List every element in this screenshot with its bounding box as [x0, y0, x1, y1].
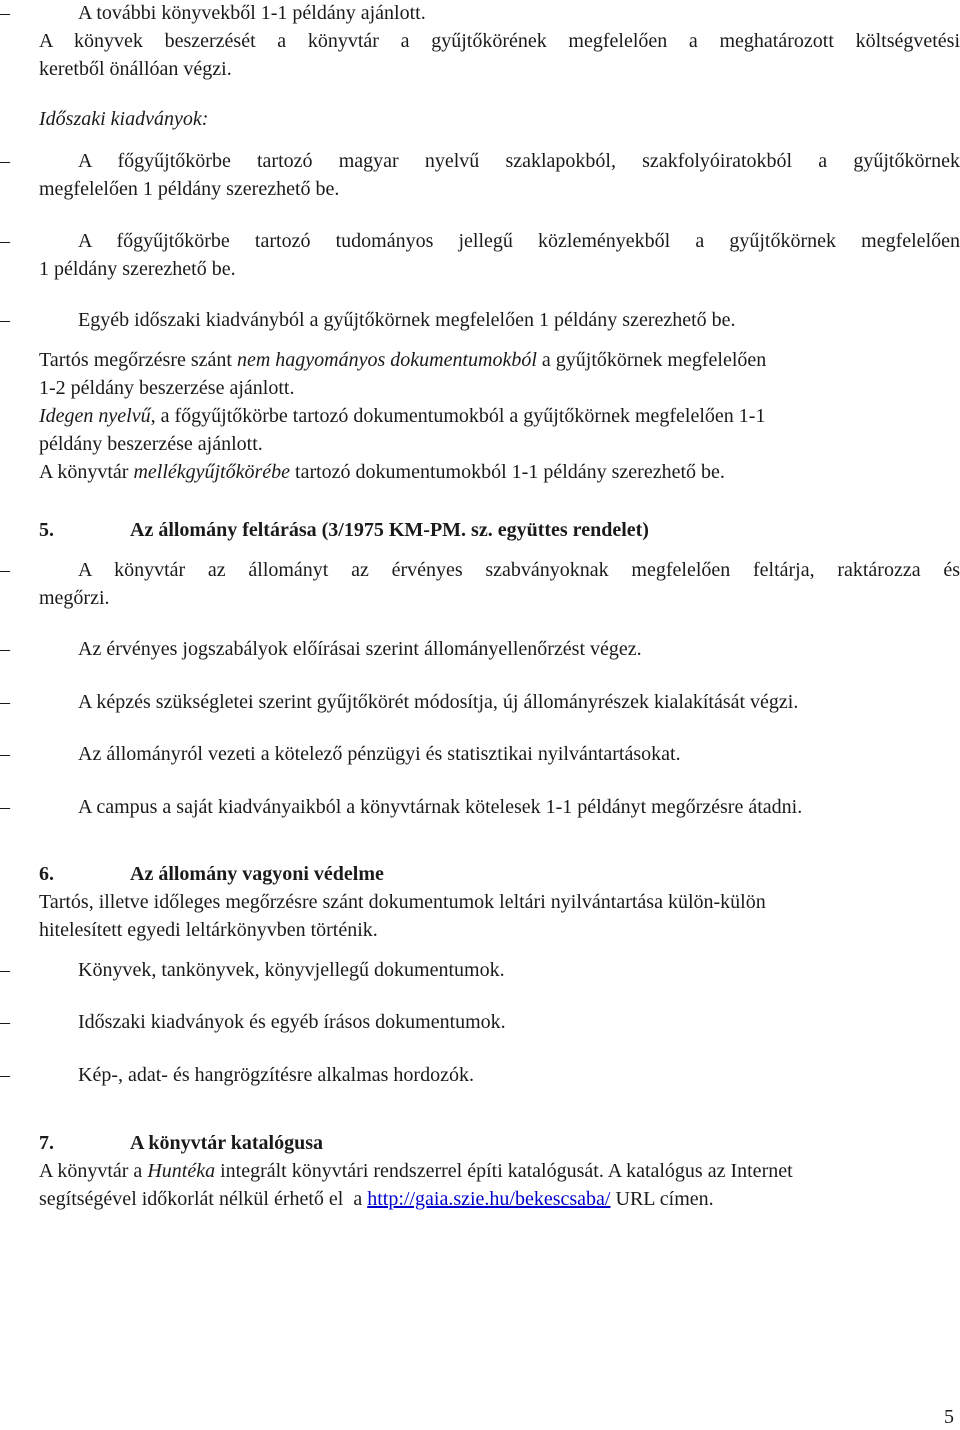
list-dash: –: [0, 559, 10, 581]
paragraph-line: hitelesített egyedi leltárkönyvben történik.: [39, 919, 378, 941]
list-dash: –: [0, 1064, 10, 1086]
list-item: A képzés szükségletei szerint gyűjtőkörét módosítja, új állományrészek kialakítását végzi.: [78, 691, 799, 713]
list-item: A további könyvekből 1-1 példány ajánlott.: [78, 2, 426, 24]
list-item: A campus a saját kiadványaikból a könyvtárnak kötelesek 1-1 példányt megőrzésre átadni.: [78, 796, 803, 818]
paragraph-line: [39, 403, 765, 429]
text-run: segítségével időkorlát nélkül érhető el a: [39, 1188, 368, 1210]
list-item-continuation: 1 példány szerezhető be.: [39, 258, 236, 280]
list-item: Az állományról vezeti a kötelező pénzügyi és statisztikai nyilvántartásokat.: [78, 743, 681, 765]
section-number: 6.: [39, 863, 54, 885]
paragraph-line: [39, 1158, 793, 1184]
list-dash: –: [0, 796, 10, 818]
subheading: Időszaki kiadványok:: [39, 108, 209, 130]
paragraph-line: [39, 459, 725, 485]
text-run: a gyűjtőkörnek megfelelően: [536, 349, 767, 371]
text-run: tartozó dokumentumokból 1-1 példány szerezhető be.: [290, 461, 725, 483]
paragraph-line: [39, 1186, 714, 1212]
paragraph-line: A könyvek beszerzését a könyvtár a gyűjtőkörének megfelelően a meghatározott költségvetési: [39, 30, 960, 52]
list-dash: –: [0, 309, 10, 331]
text-run: integrált könyvtári rendszerrel építi katalógusát. A katalógus az Internet: [215, 1160, 793, 1182]
list-item: Kép-, adat- és hangrögzítésre alkalmas hordozók.: [78, 1064, 474, 1086]
italic-text: nem hagyományos dokumentumokból: [236, 349, 537, 371]
list-dash: –: [0, 230, 10, 252]
section-heading-6: [39, 861, 384, 887]
list-item: A főgyűjtőkörbe tartozó magyar nyelvű szaklapokból, szakfolyóiratokból a gyűjtőkörnek: [78, 150, 960, 172]
paragraph-line: Tartós, illetve időleges megőrzésre szánt dokumentumok leltári nyilvántartása külön-külön: [39, 891, 766, 913]
section-title: A könyvtár katalógusa: [130, 1132, 324, 1154]
section-number: 7.: [39, 1132, 54, 1154]
text-run: A könyvtár: [39, 461, 134, 483]
paragraph-line: keretből önállóan végzi.: [39, 58, 232, 80]
list-dash: –: [0, 2, 10, 24]
list-dash: –: [0, 150, 10, 172]
section-heading-7: [39, 1130, 323, 1156]
list-dash: –: [0, 743, 10, 765]
list-dash: –: [0, 638, 10, 660]
list-item: A főgyűjtőkörbe tartozó tudományos jellegű közleményekből a gyűjtőkörnek megfelelően: [78, 230, 960, 252]
list-item-continuation: megfelelően 1 példány szerezhető be.: [39, 178, 340, 200]
list-dash: –: [0, 691, 10, 713]
list-item-continuation: megőrzi.: [39, 587, 110, 609]
list-dash: –: [0, 1011, 10, 1033]
list-item: Egyéb időszaki kiadványból a gyűjtőkörnek megfelelően 1 példány szerezhető be.: [78, 309, 736, 331]
italic-text: mellékgyűjtőkörébe: [133, 461, 291, 483]
list-item: Időszaki kiadványok és egyéb írásos dokumentumok.: [78, 1011, 506, 1033]
paragraph-line: példány beszerzése ajánlott.: [39, 433, 263, 455]
text-run: A könyvtár a: [39, 1160, 148, 1182]
section-number: 5.: [39, 519, 54, 541]
section-title: Az állomány feltárása (3/1975 KM-PM. sz. együttes rendelet): [130, 519, 649, 541]
paragraph-line: [39, 347, 766, 373]
section-title: Az állomány vagyoni védelme: [130, 863, 384, 885]
text-run: , a főgyűjtőkörbe tartozó dokumentumokból a gyűjtőkörnek megfelelően 1-1: [150, 405, 766, 427]
page-number: 5: [944, 1406, 954, 1428]
italic-text: Huntéka: [147, 1160, 216, 1182]
list-item: Könyvek, tankönyvek, könyvjellegű dokumentumok.: [78, 959, 505, 981]
text-run: Tartós megőrzésre szánt: [39, 349, 237, 371]
italic-text: Idegen nyelvű: [39, 405, 151, 427]
list-item: Az érvényes jogszabályok előírásai szerint állományellenőrzést végez.: [78, 638, 642, 660]
paragraph-line: 1-2 példány beszerzése ajánlott.: [39, 377, 295, 399]
catalog-url-link[interactable]: http://gaia.szie.hu/bekescsaba/: [367, 1188, 611, 1210]
section-heading-5: [39, 517, 649, 543]
list-dash: –: [0, 959, 10, 981]
text-run: URL címen.: [610, 1188, 714, 1210]
list-item: A könyvtár az állományt az érvényes szabványoknak megfelelően feltárja, raktározza és: [78, 559, 960, 581]
